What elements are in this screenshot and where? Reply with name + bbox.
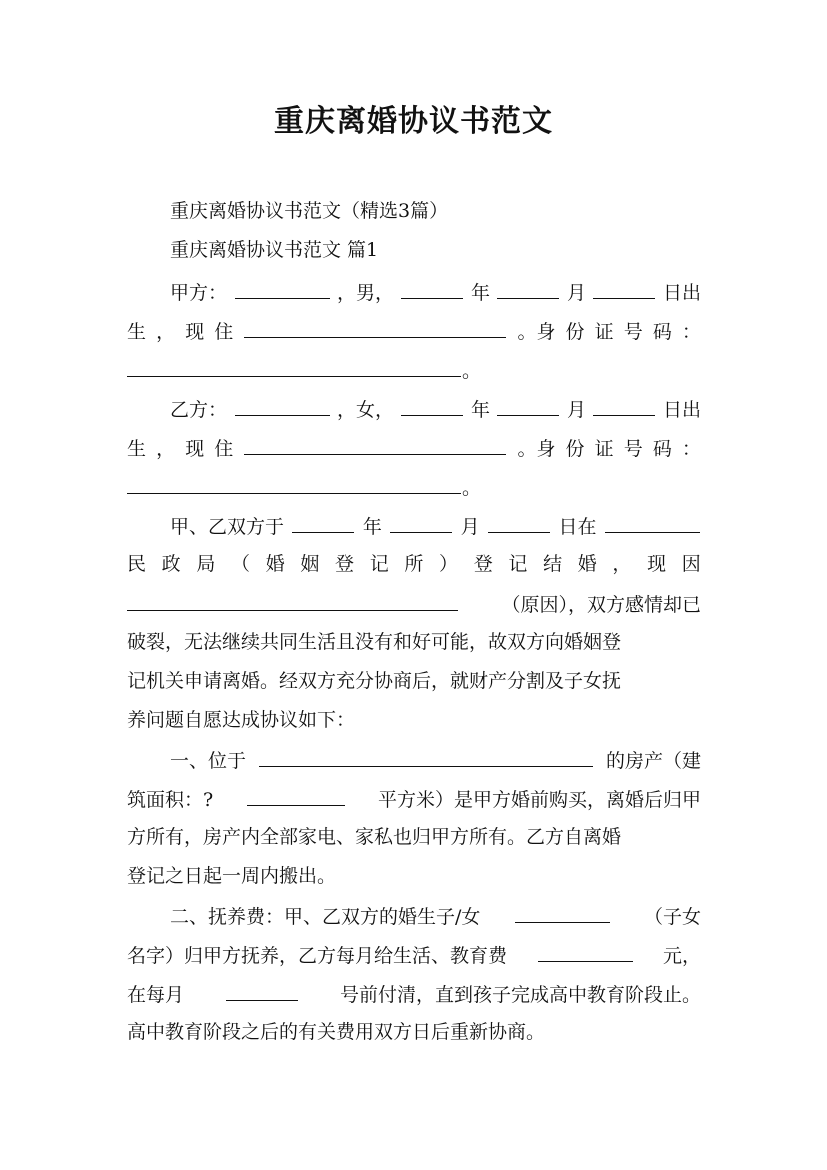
party-a-id-3: 证 <box>594 321 614 343</box>
party-b-end: 。 <box>462 477 482 499</box>
part-title: 重庆离婚协议书范文 篇1 <box>170 239 379 261</box>
party-a-gender: ，男， <box>336 282 394 304</box>
party-b-day-blank <box>593 395 655 416</box>
marriage-month-blank <box>390 512 452 533</box>
party-b-born-end: 生 <box>127 438 147 460</box>
marriage-line-5: 记机关申请离婚。经双方充分协商后，就财产分割及子女抚 <box>127 670 622 692</box>
party-b-line-2 <box>127 434 701 462</box>
party-a-day-born: 日出 <box>662 282 701 304</box>
party-b-name-blank <box>235 395 330 416</box>
clause2-l3-b: 号前付清，直到孩子完成高中教育阶段止。 <box>339 984 701 1006</box>
party-a-line-3 <box>127 356 701 384</box>
marriage-line-1 <box>170 512 701 540</box>
marriage-l2-char: 政 <box>161 553 181 575</box>
party-a-id-6: ： <box>681 321 701 343</box>
party-b-year: 年 <box>470 399 490 421</box>
clause2-line-3 <box>127 980 701 1008</box>
clause1-area-blank <box>247 785 345 806</box>
clause2-l2-a: 名字）归甲方抚养，乙方每月给生活、教育费 <box>127 945 508 967</box>
clause2-line-1 <box>170 902 701 930</box>
page-title: 重庆离婚协议书范文 <box>274 104 553 139</box>
party-b-month: 月 <box>566 399 586 421</box>
clause1-line-1 <box>170 746 701 774</box>
party-a-month-blank <box>497 278 559 299</box>
marriage-l2-char: 因 <box>681 553 701 575</box>
marriage-place-blank <box>605 512 700 533</box>
marriage-l1-a: 甲、乙双方于 <box>170 516 285 538</box>
party-a-year: 年 <box>470 282 490 304</box>
marriage-l2-char: 登 <box>335 553 355 575</box>
clause1-l2-b: 平方米）是甲方婚前购买，离婚后归甲 <box>377 789 701 811</box>
party-b-id-1: 。身 <box>517 438 556 460</box>
party-b-id-6: ： <box>681 438 701 460</box>
party-a-line-1 <box>170 278 701 306</box>
marriage-l1-d: 日在 <box>558 516 597 538</box>
marriage-l3-end: （原因），双方感情却已 <box>501 594 701 616</box>
party-b-id-4: 号 <box>623 438 643 460</box>
party-a-month: 月 <box>566 282 586 304</box>
party-b-reside-2: 住 <box>214 438 234 460</box>
marriage-year-blank <box>292 512 354 533</box>
marriage-l2-char: 婚 <box>265 553 285 575</box>
marriage-reason-blank <box>127 590 458 611</box>
clause1-l1-b: 的房产（建 <box>605 750 701 772</box>
party-a-id-4: 号 <box>623 321 643 343</box>
party-b-id-5: 码 <box>652 438 672 460</box>
marriage-l2-char: 记 <box>369 553 389 575</box>
party-b-label: 乙方： <box>170 399 228 421</box>
clause1-line-4: 登记之日起一周内搬出。 <box>127 865 337 887</box>
clause2-l1-b: （子女 <box>643 906 701 928</box>
clause2-l2-b: 元， <box>662 945 701 967</box>
clause2-line-2 <box>127 941 701 969</box>
party-b-id-2: 份 <box>565 438 585 460</box>
party-a-end: 。 <box>462 360 482 382</box>
party-b-id-3: 证 <box>594 438 614 460</box>
clause2-l3-a: 在每月 <box>127 984 185 1006</box>
marriage-line-6: 养问题自愿达成协议如下： <box>127 709 356 731</box>
marriage-line-4: 破裂，无法继续共同生活且没有和好可能，故双方向婚姻登 <box>127 631 622 653</box>
party-a-born-end: 生 <box>127 321 147 343</box>
marriage-l2-char: 姻 <box>300 553 320 575</box>
party-a-id-2: 份 <box>565 321 585 343</box>
marriage-l2-char: 局 <box>196 553 216 575</box>
clause1-location-blank <box>259 746 593 767</box>
party-b-year-blank <box>401 395 463 416</box>
party-a-id-blank <box>127 356 461 377</box>
marriage-line-3 <box>127 590 701 618</box>
party-a-year-blank <box>401 278 463 299</box>
marriage-l2-char: 婚 <box>577 553 597 575</box>
clause1-line-3: 方所有，房产内全部家电、家私也归甲方所有。乙方自离婚 <box>127 826 622 848</box>
marriage-l1-c: 月 <box>460 516 480 538</box>
marriage-l2-char: ， <box>612 553 632 575</box>
marriage-l2-char: ） <box>439 553 459 575</box>
party-a-name-blank <box>235 278 330 299</box>
clause2-l1-a: 二、抚养费：甲、乙双方的婚生子/女 <box>170 906 481 928</box>
party-b-gender: ，女， <box>336 399 394 421</box>
marriage-l2-char: 记 <box>508 553 528 575</box>
marriage-line-2 <box>127 551 701 577</box>
party-b-address-blank <box>244 434 506 455</box>
marriage-l1-b: 年 <box>362 516 382 538</box>
party-b-id-blank <box>127 473 461 494</box>
party-b-line-3 <box>127 473 701 501</box>
party-a-id-5: 码 <box>652 321 672 343</box>
clause1-line-2 <box>127 785 701 813</box>
clause1-l1-a: 一、位于 <box>170 750 247 772</box>
party-b-line-1 <box>170 395 701 423</box>
clause2-day-blank <box>226 980 298 1001</box>
marriage-l2-char: 结 <box>543 553 563 575</box>
marriage-l2-char: 登 <box>473 553 493 575</box>
party-a-address-blank <box>244 317 506 338</box>
party-b-reside: 现 <box>185 438 205 460</box>
subtitle: 重庆离婚协议书范文（精选3篇） <box>170 200 449 222</box>
party-a-line-2 <box>127 317 701 345</box>
marriage-l2-char: 民 <box>127 553 147 575</box>
marriage-l2-char: （ <box>231 553 251 575</box>
party-a-label: 甲方： <box>170 282 228 304</box>
party-b-comma: ， <box>156 438 176 460</box>
clause2-amount-blank <box>538 941 633 962</box>
party-a-comma: ， <box>156 321 176 343</box>
marriage-l2-char: 现 <box>647 553 667 575</box>
party-a-reside: 现 <box>185 321 205 343</box>
party-a-id-1: 。身 <box>517 321 556 343</box>
marriage-day-blank <box>488 512 550 533</box>
clause2-line-4: 高中教育阶段之后的有关费用双方日后重新协商。 <box>127 1021 546 1043</box>
marriage-l2-char: 所 <box>404 553 424 575</box>
party-a-reside-2: 住 <box>214 321 234 343</box>
party-b-month-blank <box>497 395 559 416</box>
clause2-child-blank <box>515 902 610 923</box>
party-b-day-born: 日出 <box>662 399 701 421</box>
party-a-day-blank <box>593 278 655 299</box>
clause1-l2-a: 筑面积：? <box>127 789 214 811</box>
